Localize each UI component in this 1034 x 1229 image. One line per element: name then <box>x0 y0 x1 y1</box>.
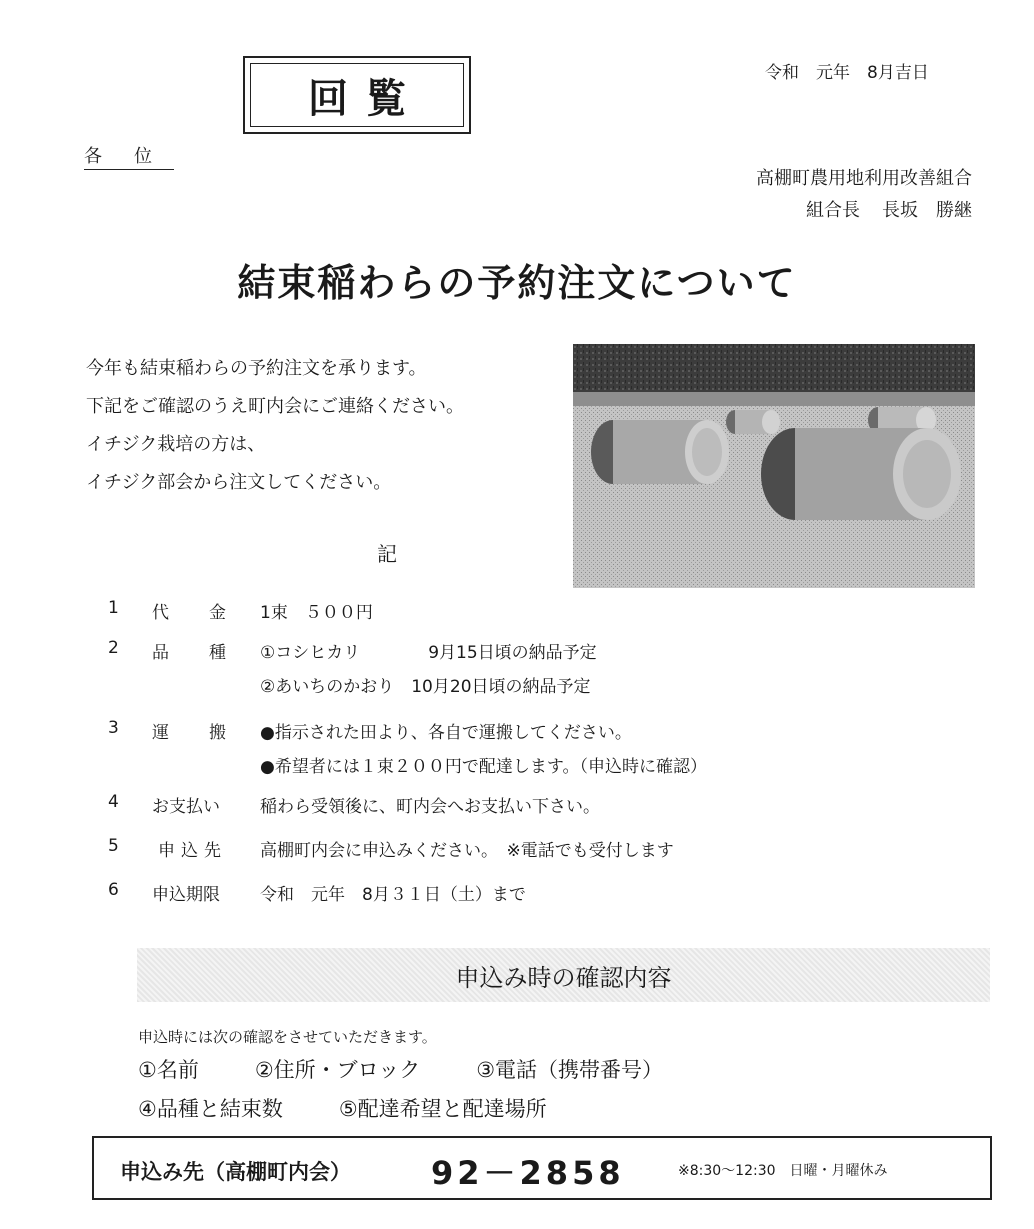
item-value: 高棚町内会に申込みください。 ※電話でも受付します <box>260 841 674 861</box>
item-number: 2 <box>108 638 119 658</box>
item-label: 運搬 <box>152 723 266 743</box>
item-number: 3 <box>108 718 119 738</box>
intro-line: イチジク部会から注文してください。 <box>86 472 392 493</box>
item-label: 代金 <box>152 603 266 623</box>
item-value: ①コシヒカリ 9月15日頃の納品予定 <box>260 643 597 663</box>
ki-heading: 記 <box>377 542 397 566</box>
kairan-stamp-box <box>243 56 471 134</box>
contact-box <box>92 1136 992 1200</box>
hay-bales-illustration <box>573 344 975 588</box>
issue-date: 令和 元年 8月吉日 <box>765 63 929 83</box>
item-number: 1 <box>108 598 119 618</box>
intro-text <box>86 350 464 502</box>
hay-bales-field-photo <box>573 344 975 588</box>
item-value: 令和 元年 8月３１日（土）まで <box>260 885 526 905</box>
chairperson-line <box>806 196 972 222</box>
intro-line: 今年も結束稲わらの予約注文を承ります。 <box>86 358 427 379</box>
contact-phone[interactable]: 92－2858 <box>431 1154 625 1192</box>
item-label: お支払い <box>152 797 220 817</box>
item-value: 稲わら受領後に、町内会へお支払い下さい。 <box>260 797 600 817</box>
item-number: 5 <box>108 836 119 856</box>
item-number: 4 <box>108 792 119 812</box>
item-label: 品種 <box>152 643 266 663</box>
confirmation-lead: 申込時には次の確認をさせていただきます。 <box>138 1028 437 1046</box>
confirm-item-variety: ④品種と結束数 <box>138 1097 283 1121</box>
item-label: 申込期限 <box>152 885 220 905</box>
item-value: 1束 ５００円 <box>260 603 373 623</box>
item-number: 6 <box>108 880 119 900</box>
confirm-item-delivery: ⑤配達希望と配達場所 <box>338 1097 547 1121</box>
confirm-item-phone: ③電話（携帯番号） <box>476 1058 664 1082</box>
item-value: ●指示された田より、各自で運搬してください。 <box>260 723 632 743</box>
confirmation-heading: 申込み時の確認内容 <box>137 948 990 1002</box>
confirmation-items-line-2 <box>138 1093 603 1123</box>
contact-label: 申込み先（高棚町内会） <box>120 1160 351 1184</box>
contact-hours: ※8:30～12:30 日曜・月曜休み <box>678 1163 888 1179</box>
item-value: ②あいちのかおり 10月20日頃の納品予定 <box>260 677 591 697</box>
intro-line: 下記をご確認のうえ町内会にご連絡ください。 <box>86 396 464 417</box>
kairan-stamp-text: 回覧 <box>250 63 464 127</box>
item-value: ●希望者には１束２００円で配達します。（申込時に確認） <box>260 757 707 777</box>
confirm-item-name: ①名前 <box>138 1058 199 1082</box>
confirm-item-address: ②住所・ブロック <box>254 1058 421 1082</box>
document-title: 結束稲わらの予約注文について <box>237 261 797 305</box>
confirmation-items-line-1 <box>138 1054 719 1084</box>
organization-name: 高棚町農用地利用改善組合 <box>756 168 972 189</box>
chairperson-role: 組合長 <box>806 200 860 221</box>
item-label: 申込先 <box>158 841 227 861</box>
intro-line: イチジク栽培の方は、 <box>86 434 266 455</box>
addressee: 各位 <box>84 142 174 170</box>
chairperson-name: 長坂 勝継 <box>882 200 972 221</box>
